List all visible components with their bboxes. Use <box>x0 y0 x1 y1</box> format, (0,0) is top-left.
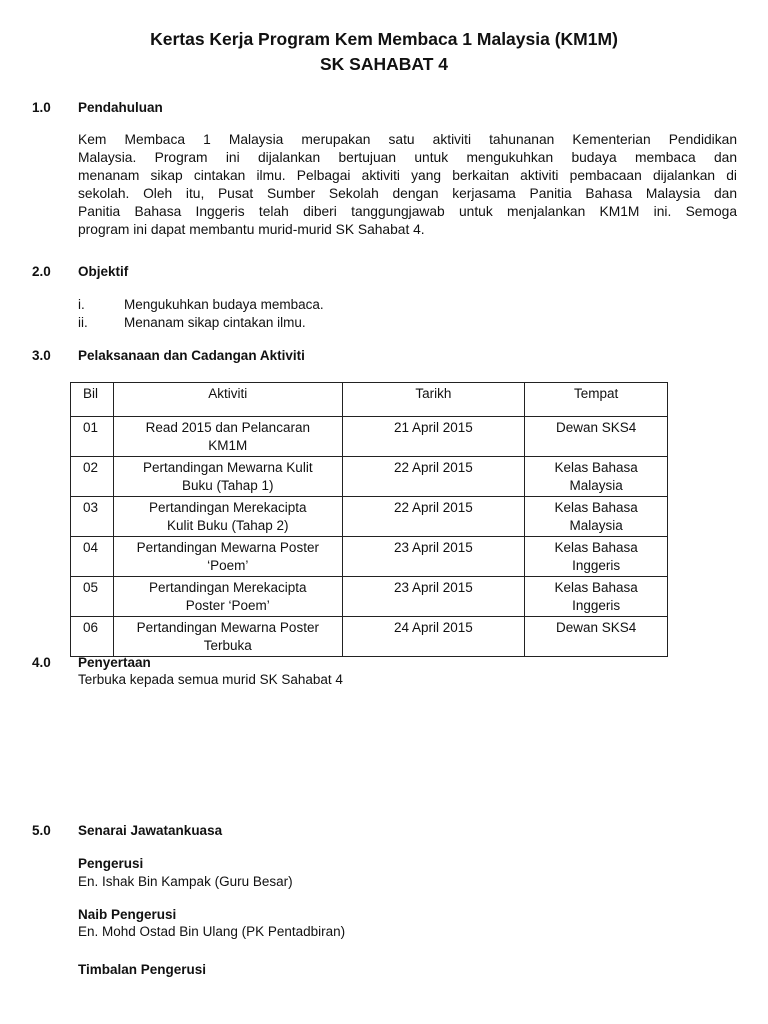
cell-tarikh: 23 April 2015 <box>342 577 525 617</box>
cell-line: Malaysia <box>569 478 623 493</box>
cell-bil: 03 <box>71 497 114 537</box>
section-heading-penyertaan: Penyertaan <box>78 655 151 670</box>
cell-line: Pertandingan Mewarna Kulit <box>142 460 313 475</box>
section-number-5: 5.0 <box>32 823 51 838</box>
cell-tempat <box>525 537 668 577</box>
paragraph-line: program ini dapat membantu murid-murid SK Sahabat 4. <box>78 222 425 238</box>
participation-text: Terbuka kepada semua murid SK Sahabat 4 <box>78 672 343 687</box>
cell-line: Pertandingan Merekacipta <box>148 500 307 515</box>
cell-bil: 05 <box>71 577 114 617</box>
role-person-pengerusi: En. Ishak Bin Kampak (Guru Besar) <box>78 874 293 889</box>
cell-line: Pertandingan Merekacipta <box>148 580 307 595</box>
table-header-tempat: Tempat <box>525 383 668 417</box>
cell-bil: 02 <box>71 457 114 497</box>
cell-line: Malaysia <box>569 518 623 533</box>
cell-tempat <box>525 497 668 537</box>
table-row <box>71 417 668 457</box>
section-heading-objektif: Objektif <box>78 264 129 279</box>
objective-text: Menanam sikap cintakan ilmu. <box>124 315 306 330</box>
cell-line: Inggeris <box>572 598 621 613</box>
role-person-naib-pengerusi: En. Mohd Ostad Bin Ulang (PK Pentadbiran) <box>78 924 346 939</box>
cell-bil: 04 <box>71 537 114 577</box>
paragraph-line: Panitia Bahasa Inggeris telah diberi tanggungjawab untuk menjalankan KM1M ini. Semoga <box>78 204 737 220</box>
cell-tempat <box>525 417 668 457</box>
paragraph-line: Malaysia. Program ini dijalankan bertujuan untuk mengukuhkan budaya membaca dan <box>78 150 737 166</box>
section-heading-pendahuluan: Pendahuluan <box>78 100 163 115</box>
section-heading-pelaksanaan: Pelaksanaan dan Cadangan Aktiviti <box>78 348 305 363</box>
cell-aktiviti <box>113 497 342 537</box>
cell-line: Poster ‘Poem’ <box>185 598 270 613</box>
cell-line: Kelas Bahasa <box>554 460 638 475</box>
cell-aktiviti <box>113 537 342 577</box>
cell-aktiviti <box>113 617 342 657</box>
cell-tempat <box>525 617 668 657</box>
cell-line: Kelas Bahasa <box>554 580 638 595</box>
paragraph-line: menanam sikap cintakan ilmu. Pelbagai aktiviti yang berkaitan aktiviti pembacaan dijalankan di <box>78 168 737 184</box>
cell-line: Pertandingan Mewarna Poster <box>136 540 319 555</box>
table-row <box>71 537 668 577</box>
role-title-pengerusi: Pengerusi <box>78 856 144 871</box>
cell-tempat <box>525 457 668 497</box>
table-header-row <box>71 383 668 417</box>
cell-line: KM1M <box>208 438 248 453</box>
table-row <box>71 497 668 537</box>
document-title: Kertas Kerja Program Kem Membaca 1 Malaysia (KM1M) <box>150 29 618 49</box>
objective-text: Mengukuhkan budaya membaca. <box>124 297 324 312</box>
cell-aktiviti <box>113 417 342 457</box>
cell-line: ‘Poem’ <box>207 558 249 573</box>
table-header-bil: Bil <box>71 383 114 417</box>
cell-line: Terbuka <box>203 638 252 653</box>
section-number-1: 1.0 <box>32 100 51 115</box>
cell-tarikh: 23 April 2015 <box>342 537 525 577</box>
paragraph-line: sekolah. Oleh itu, Pusat Sumber Sekolah dengan kerjasama Panitia Bahasa Malaysia dan <box>78 186 737 202</box>
activities-table <box>70 382 668 657</box>
section-number-4: 4.0 <box>32 655 51 670</box>
cell-tarikh: 21 April 2015 <box>342 417 525 457</box>
cell-bil: 06 <box>71 617 114 657</box>
section-number-3: 3.0 <box>32 348 51 363</box>
cell-line: Read 2015 dan Pelancaran <box>145 420 310 435</box>
section-number-2: 2.0 <box>32 264 51 279</box>
role-title-naib-pengerusi: Naib Pengerusi <box>78 907 177 922</box>
role-title-timbalan-pengerusi: Timbalan Pengerusi <box>78 962 207 977</box>
cell-line: Inggeris <box>572 558 621 573</box>
cell-line: Dewan SKS4 <box>555 620 637 635</box>
cell-line: Buku (Tahap 1) <box>181 478 274 493</box>
cell-line: Kelas Bahasa <box>554 500 638 515</box>
cell-line: Kelas Bahasa <box>554 540 638 555</box>
cell-tarikh: 22 April 2015 <box>342 497 525 537</box>
cell-line: Pertandingan Mewarna Poster <box>136 620 319 635</box>
objective-marker: ii. <box>78 315 88 330</box>
cell-tarikh: 22 April 2015 <box>342 457 525 497</box>
section-heading-jawatankuasa: Senarai Jawatankuasa <box>78 823 223 838</box>
cell-line: Dewan SKS4 <box>555 420 637 435</box>
school-name-title: SK SAHABAT 4 <box>319 54 449 74</box>
cell-aktiviti <box>113 577 342 617</box>
cell-line: Kulit Buku (Tahap 2) <box>166 518 289 533</box>
cell-aktiviti <box>113 457 342 497</box>
cell-tempat <box>525 577 668 617</box>
table-row <box>71 617 668 657</box>
paragraph-line: Kem Membaca 1 Malaysia merupakan satu aktiviti tahunanan Kementerian Pendidikan <box>78 132 737 147</box>
table-row <box>71 577 668 617</box>
objective-marker: i. <box>78 297 85 312</box>
table-header-tarikh: Tarikh <box>342 383 525 417</box>
table-header-aktiviti: Aktiviti <box>113 383 342 417</box>
introduction-paragraph <box>78 131 737 240</box>
cell-tarikh: 24 April 2015 <box>342 617 525 657</box>
table-row <box>71 457 668 497</box>
cell-bil: 01 <box>71 417 114 457</box>
